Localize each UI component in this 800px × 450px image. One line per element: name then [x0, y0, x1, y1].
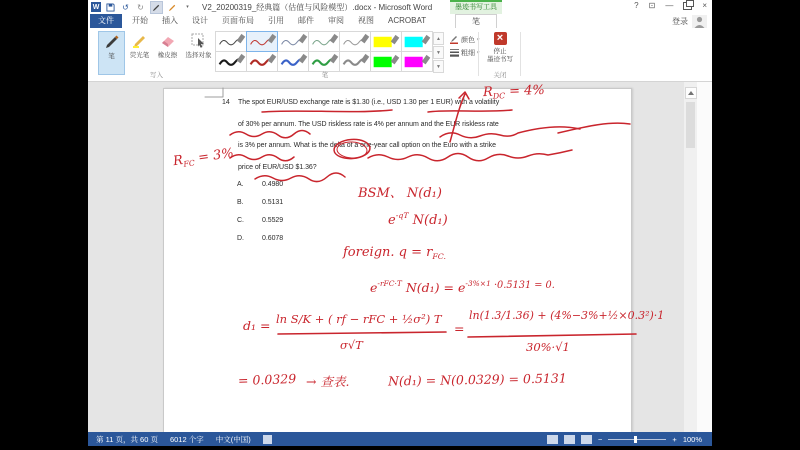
ink-thickness-button[interactable]	[450, 47, 480, 58]
ribbon-tab-row	[88, 14, 712, 28]
scrollbar-gutter	[697, 82, 712, 432]
question-line-1: The spot EUR/USD exchange rate is $1.30 (i.e., USD 1.30 per 1 EUR) with a volatility	[238, 99, 500, 106]
question-line-4: price of EUR/USD $1.36?	[238, 164, 317, 171]
option-c-value: 0.5529	[262, 217, 284, 224]
ribbon-display-options-button[interactable]: ⊡	[648, 1, 656, 10]
highlighter-style-swatch[interactable]	[401, 51, 433, 72]
tab-mailings[interactable]: 邮件	[298, 16, 314, 25]
option-d-label: D.	[237, 235, 244, 242]
ink-nd1-result: N(d₁) = N(0.0329) = 0.5131	[387, 370, 567, 389]
ribbon-separator	[478, 32, 479, 76]
group-label-pens: 笔	[321, 72, 329, 79]
ink-color-label: 颜色	[461, 36, 475, 44]
ink-d1-numerator-2: ln(1.3/1.36) + (4%−3%+½×0.3²)·1	[469, 309, 665, 322]
ink-bsm-note: BSM、 N(d₁)	[358, 186, 442, 201]
stop-inking-label-1: 停止	[493, 48, 507, 55]
gallery-more-icon[interactable]: ▼	[433, 60, 444, 73]
stop-inking-button[interactable]	[483, 31, 517, 73]
option-b-label: B.	[237, 199, 244, 206]
pen-style-swatch[interactable]	[339, 31, 371, 52]
option-a-label: A.	[237, 181, 244, 188]
highlighter-tool-button[interactable]	[126, 31, 153, 75]
pen-style-swatch[interactable]	[246, 51, 278, 72]
select-objects-button[interactable]	[182, 31, 215, 75]
tab-references[interactable]: 引用	[268, 16, 284, 25]
language-indicator[interactable]: 中文(中国)	[215, 434, 251, 444]
pen-style-swatch[interactable]	[277, 31, 309, 52]
thickness-lines-icon	[450, 48, 459, 57]
eraser-icon	[160, 33, 176, 49]
pen-style-swatch[interactable]	[277, 51, 309, 72]
pen-style-swatch[interactable]	[246, 31, 278, 52]
ink-highlighter-icon[interactable]	[167, 2, 178, 13]
ink-d1-lhs: d₁ =	[243, 318, 271, 333]
redo-icon[interactable]: ↻	[137, 2, 144, 12]
title-bar	[88, 0, 712, 14]
pen-style-swatch[interactable]	[308, 31, 340, 52]
save-icon[interactable]	[105, 2, 116, 13]
select-objects-label: 选择对象	[185, 52, 212, 59]
ribbon-separator-2	[520, 32, 521, 76]
option-c-label: C.	[237, 217, 244, 224]
scroll-up-icon[interactable]	[685, 87, 697, 99]
ink-pen-icon[interactable]	[150, 1, 163, 14]
pen-gallery	[216, 32, 433, 72]
tab-view[interactable]: 视图	[358, 16, 374, 25]
question-line-3: is 3% per annum. What is the delta of a one-year call option on the Euro with a strike	[238, 142, 496, 149]
word-logo-icon[interactable]: W	[92, 3, 100, 11]
vertical-scrollbar[interactable]	[684, 82, 697, 432]
ink-thickness-label: 粗细	[461, 49, 475, 57]
word-window	[88, 0, 712, 446]
ink-delta-equation: $e^{-rFC\cdot T}$ $N(d_1) = e^{-3\%\times 1}$ $^{\cdot 0.5131 = 0.}$	[370, 279, 555, 295]
tab-pens-active[interactable]: 笔	[455, 14, 497, 28]
scrollbar-thumb[interactable]	[686, 102, 695, 148]
ink-d1-denominator: σ√T	[340, 338, 363, 352]
help-button[interactable]: ?	[634, 1, 639, 10]
ink-lookup-note: → 查表.	[306, 374, 350, 389]
read-mode-icon[interactable]	[547, 435, 558, 444]
group-label-write: 写入	[150, 72, 163, 79]
ink-result-value: = 0.0329	[237, 370, 297, 389]
ink-foreign-note: foreign. $q = r_{FC.}$	[343, 245, 446, 261]
color-pen-icon	[450, 35, 459, 44]
ink-rfc-label: $R_{FC} = 3\%$	[172, 145, 235, 170]
group-label-close: 关闭	[493, 72, 507, 79]
pen-style-swatch[interactable]	[339, 51, 371, 72]
question-number: 14	[222, 99, 230, 106]
qat-customize-icon[interactable]: ▾	[186, 4, 189, 10]
minimize-button[interactable]: —	[665, 1, 674, 10]
web-layout-icon[interactable]	[581, 435, 592, 444]
ink-d1-equals: =	[454, 321, 465, 336]
tab-design[interactable]: 设计	[192, 16, 208, 25]
ink-eqt-formula: $e^{-qT}$ N(d₁)	[388, 211, 448, 228]
word-count[interactable]: 6012 个字	[169, 434, 204, 444]
eraser-tool-button[interactable]	[154, 31, 181, 75]
window-title: V2_20200319_经典篇（估值与风险模型）.docx - Microsoft Word	[202, 3, 433, 12]
ink-d1-denominator-2: 30%·√1	[526, 340, 570, 354]
highlighter-style-swatch[interactable]	[401, 31, 433, 52]
gallery-up-icon[interactable]: ▲	[433, 32, 444, 45]
window-controls	[634, 1, 707, 10]
option-d-value: 0.6078	[262, 235, 284, 242]
zoom-slider-thumb[interactable]	[634, 436, 637, 443]
pen-tool-button[interactable]	[98, 31, 125, 75]
pen-icon	[104, 34, 120, 50]
proofing-icon[interactable]	[263, 435, 272, 444]
account-avatar-icon[interactable]	[692, 15, 707, 28]
zoom-slider[interactable]	[608, 439, 666, 440]
tab-page-layout[interactable]: 页面布局	[222, 16, 254, 25]
highlighter-tool-label: 荧光笔	[129, 52, 150, 59]
pen-tool-label: 笔	[108, 53, 115, 60]
ink-rdc-label: $R_{DC} = 4\%$	[482, 82, 546, 101]
zoom-out-icon[interactable]: −	[598, 434, 603, 444]
pen-gallery-scroll	[433, 32, 444, 73]
restore-button[interactable]	[683, 2, 692, 10]
question-line-2: of 30% per annum. The USD riskless rate is 4% per annum and the EUR riskless rate	[238, 121, 499, 128]
contextual-tab-group-ink-tools[interactable]: 墨迹书写工具	[450, 0, 502, 15]
pen-style-swatch[interactable]	[215, 51, 247, 72]
stop-inking-x-icon: ×	[494, 32, 507, 45]
pen-style-swatch[interactable]	[308, 51, 340, 72]
page-indicator[interactable]: 第 11 页，共 60 页	[96, 434, 158, 444]
tab-acrobat[interactable]: ACROBAT	[388, 16, 427, 25]
zoom-in-icon[interactable]: +	[672, 434, 677, 444]
highlighter-style-swatch[interactable]	[370, 51, 402, 72]
pen-style-swatch[interactable]	[215, 31, 247, 52]
stop-inking-label-2: 墨迹书写	[487, 55, 513, 63]
ribbon-tabs	[125, 14, 433, 28]
cursor-arrow-icon	[191, 33, 207, 49]
quick-access-toolbar	[91, 1, 193, 13]
highlighter-style-swatch[interactable]	[370, 31, 402, 52]
ink-d1-numerator: ln S/K + ( rf − rFC + ½σ²) T	[276, 312, 442, 326]
highlighter-icon	[132, 33, 148, 49]
tab-file[interactable]: 文件	[90, 14, 122, 28]
option-a-value: 0.4980	[262, 181, 284, 188]
option-b-value: 0.5131	[262, 199, 284, 206]
ribbon-pens	[88, 28, 712, 82]
gallery-down-icon[interactable]: ▼	[433, 46, 444, 59]
undo-icon[interactable]: ↺	[122, 2, 129, 12]
print-layout-icon[interactable]	[564, 435, 575, 444]
close-button[interactable]: ×	[702, 1, 707, 10]
ink-color-button[interactable]	[450, 34, 480, 45]
zoom-level[interactable]: 100%	[682, 434, 702, 444]
tab-insert[interactable]: 插入	[162, 16, 178, 25]
status-bar	[88, 432, 712, 446]
tab-review[interactable]: 审阅	[328, 16, 344, 25]
tab-home[interactable]: 开始	[132, 16, 148, 25]
sign-in-link[interactable]: 登录	[672, 17, 688, 26]
eraser-tool-label: 橡皮擦	[157, 52, 178, 59]
